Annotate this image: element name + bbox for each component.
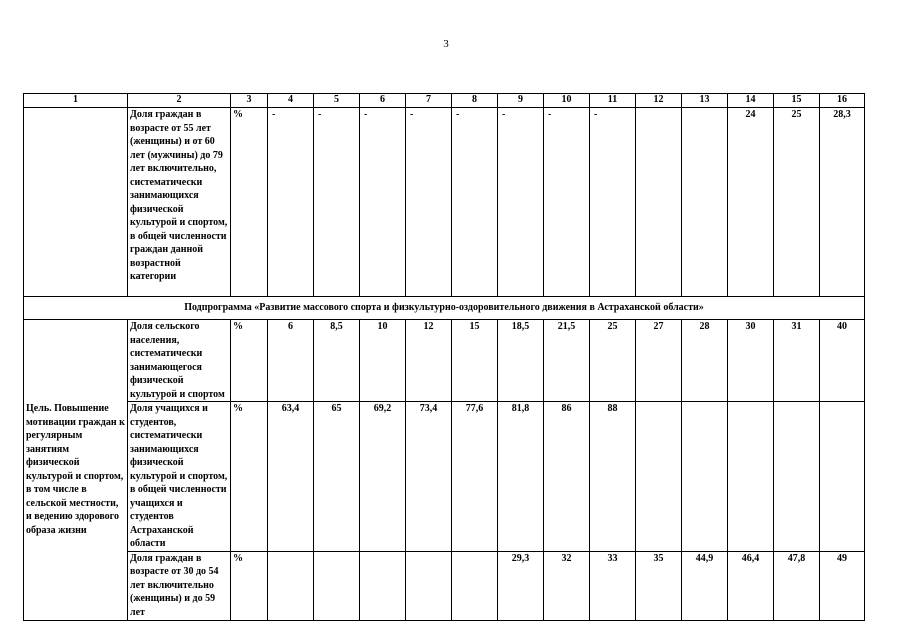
value-cell: 18,5 [498,320,544,402]
column-header: 4 [268,94,314,108]
unit-cell: % [231,551,268,620]
value-cell: 30 [728,320,774,402]
value-cell: 49 [820,551,865,620]
value-cell: 24 [728,108,774,297]
value-cell [820,402,865,552]
subprogram-row [24,297,865,320]
value-cell: 28 [682,320,728,402]
table-row [24,320,865,402]
value-cell: 10 [360,320,406,402]
table-row [24,108,865,297]
value-cell: 25 [774,108,820,297]
value-cell: 46,4 [728,551,774,620]
page-number: 3 [443,38,449,50]
value-cell: - [314,108,360,297]
value-cell: 25 [590,320,636,402]
value-cell [314,551,360,620]
goal-cell [24,108,128,297]
value-cell: 73,4 [406,402,452,552]
value-cell: 65 [314,402,360,552]
indicator-name: Доля сельского населения, систематически занимающегося физической культурой и спортом [128,320,231,402]
column-number-row [24,94,865,108]
value-cell: 28,3 [820,108,865,297]
value-cell: 33 [590,551,636,620]
indicator-name: Доля учащихся и студентов, систематически занимающихся физической культурой и спортом, в общей численности учащихся и студентов Астраханской области [128,402,231,552]
value-cell [406,551,452,620]
value-cell [682,108,728,297]
column-header: 8 [452,94,498,108]
indicator-name: Доля граждан в возрасте от 55 лет (женщины) и от 60 лет (мужчины) до 79 лет включительно, систематически занимающихся физической культурой и спортом, в общей численности граждан данной возрастной категории [128,108,231,297]
value-cell: - [590,108,636,297]
value-cell [452,551,498,620]
column-header: 1 [24,94,128,108]
value-cell: - [544,108,590,297]
value-cell [636,402,682,552]
table-row [24,402,865,552]
column-header: 11 [590,94,636,108]
value-cell: 15 [452,320,498,402]
column-header: 14 [728,94,774,108]
indicators-table [23,93,865,621]
value-cell: 69,2 [360,402,406,552]
value-cell [774,402,820,552]
value-cell: 81,8 [498,402,544,552]
column-header: 2 [128,94,231,108]
column-header: 7 [406,94,452,108]
value-cell [636,108,682,297]
value-cell: - [360,108,406,297]
goal-cell: Цель. Повышение мотивации граждан к регулярным занятиям физической культурой и спортом, в том числе в сельской местности, и ведению здорового образа жизни [24,320,128,621]
value-cell: 8,5 [314,320,360,402]
unit-cell: % [231,402,268,552]
unit-cell: % [231,320,268,402]
value-cell: - [268,108,314,297]
value-cell: 47,8 [774,551,820,620]
value-cell [360,551,406,620]
value-cell: 63,4 [268,402,314,552]
subprogram-title: Подпрограмма «Развитие массового спорта и физкультурно-оздоровительного движения в Астраханской области» [24,297,865,320]
value-cell: 35 [636,551,682,620]
column-header: 6 [360,94,406,108]
value-cell: 29,3 [498,551,544,620]
value-cell [682,402,728,552]
value-cell: 88 [590,402,636,552]
column-header: 12 [636,94,682,108]
column-header: 15 [774,94,820,108]
column-header: 3 [231,94,268,108]
column-header: 13 [682,94,728,108]
value-cell: - [498,108,544,297]
value-cell: 40 [820,320,865,402]
value-cell: 12 [406,320,452,402]
value-cell: 77,6 [452,402,498,552]
column-header: 9 [498,94,544,108]
column-header: 16 [820,94,865,108]
value-cell: 44,9 [682,551,728,620]
value-cell: 21,5 [544,320,590,402]
value-cell: 86 [544,402,590,552]
unit-cell: % [231,108,268,297]
value-cell [268,551,314,620]
value-cell: - [452,108,498,297]
value-cell [728,402,774,552]
value-cell: 27 [636,320,682,402]
table-row [24,551,865,620]
value-cell: 32 [544,551,590,620]
column-header: 5 [314,94,360,108]
value-cell: 6 [268,320,314,402]
value-cell: - [406,108,452,297]
indicator-name: Доля граждан в возрасте от 30 до 54 лет включительно (женщины) и до 59 лет [128,551,231,620]
value-cell: 31 [774,320,820,402]
column-header: 10 [544,94,590,108]
